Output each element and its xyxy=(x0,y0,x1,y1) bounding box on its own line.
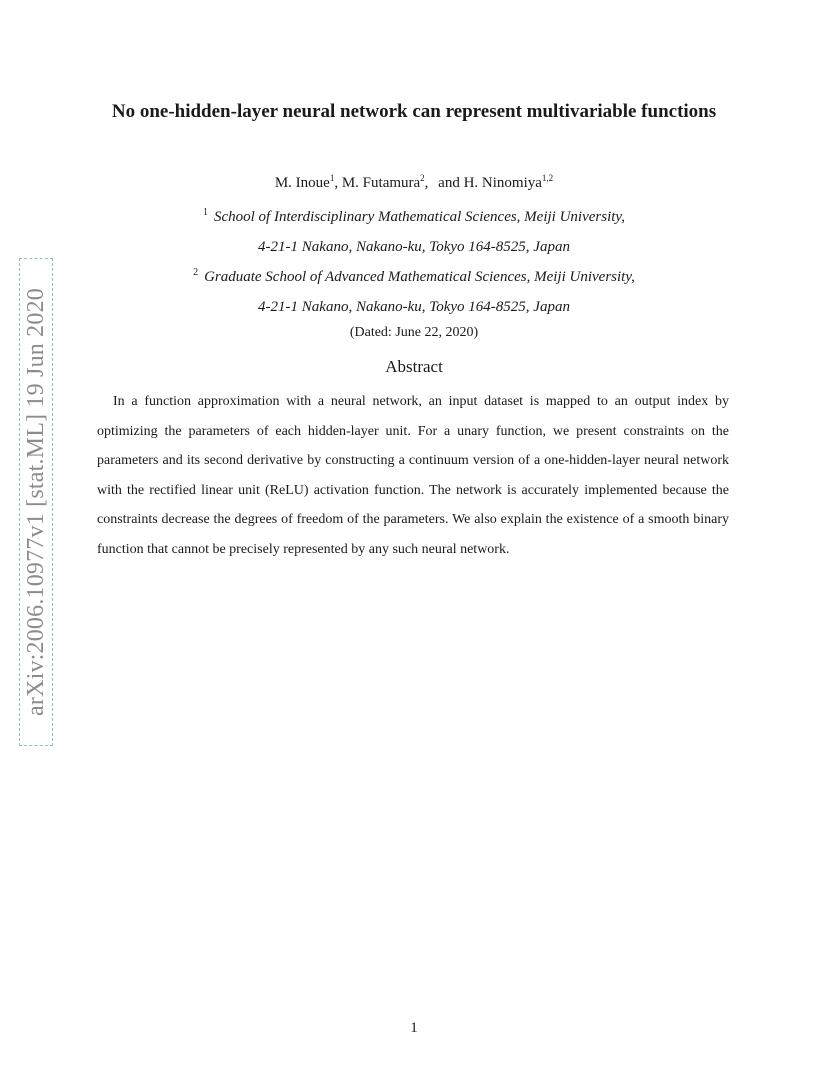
affiliation-line: School of Interdisciplinary Mathematical Sciences, Meiji University, xyxy=(213,209,625,225)
arxiv-stamp[interactable]: arXiv:2006.10977v1 [stat.ML] 19 Jun 2020 xyxy=(19,258,53,746)
author-affiliation-mark: 2 xyxy=(420,173,425,183)
arxiv-stamp-area xyxy=(18,258,54,746)
affiliation-address: 4-21-1 Nakano, Nakano-ku, Tokyo 164-8525, Japan xyxy=(258,239,570,255)
affiliation-1 xyxy=(90,202,738,262)
author-affiliation-mark: 1 xyxy=(329,173,335,183)
dated-line: (Dated: June 22, 2020) xyxy=(349,325,479,340)
author-list: M. Inoue$^1$, M. Futamura$^2$, and H. Ninomiya$^{1,2}$ xyxy=(274,173,554,191)
affiliation-line: Graduate School of Advanced Mathematical Sciences, Meiji University, xyxy=(204,269,635,285)
author-affiliation-mark: 1,2 xyxy=(541,173,554,183)
author-name: M. Inoue xyxy=(274,175,330,191)
affiliation-address: 4-21-1 Nakano, Nakano-ku, Tokyo 164-8525, Japan xyxy=(258,299,570,315)
affiliation-2 xyxy=(90,262,738,322)
paper-title: No one-hidden-layer neural network can represent multivariable functions xyxy=(111,101,717,122)
abstract-text: In a function approximation with a neural network, an input dataset is mapped to an output index by optimizing the parameters of each hidden-layer unit. For a unary function, we present constraints on the parameters and its second derivative by constructing a continuum version of a one-hidden-layer neural network with the rectified linear unit (ReLU) activation function. The network is accurately implemented because the constraints decrease the degrees of freedom of the parameters. We also explain the existence of a smooth binary function that cannot be precisely represented by any such neural network. xyxy=(97,394,729,557)
abstract-heading: Abstract xyxy=(385,357,443,376)
author-name: and H. Ninomiya xyxy=(438,175,542,191)
page-number: 1 xyxy=(410,1020,418,1036)
affiliation-number: 2 xyxy=(193,267,199,278)
author-name: M. Futamura xyxy=(341,175,421,191)
affiliation-number: 1 xyxy=(202,207,208,218)
